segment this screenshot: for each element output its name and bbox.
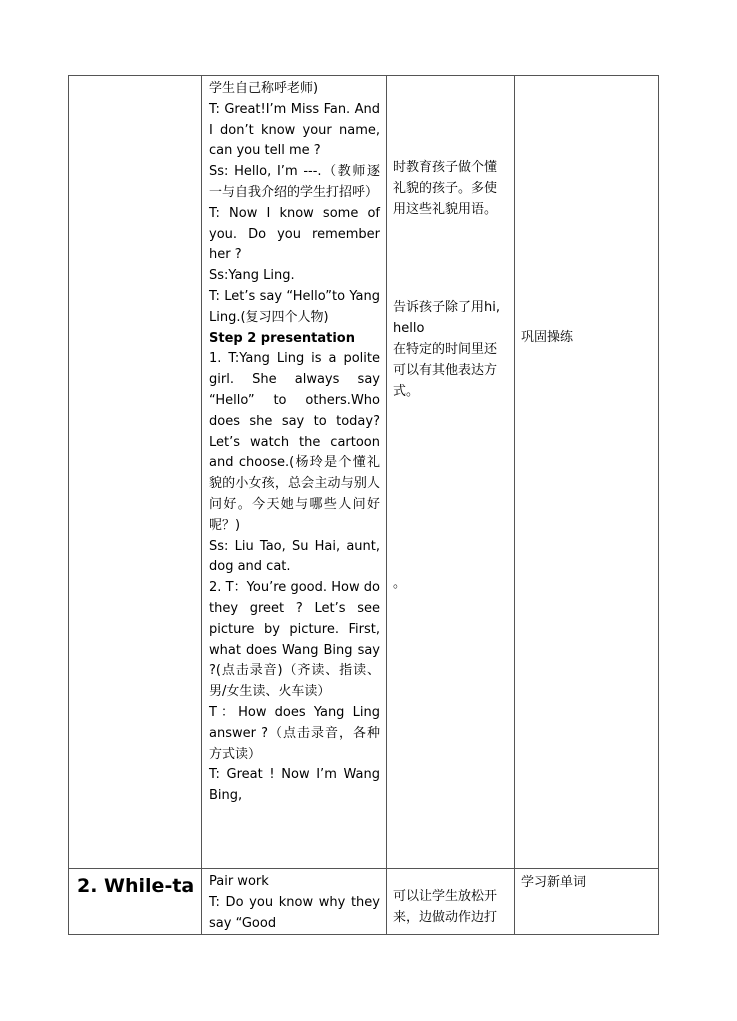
procedure-line: T: Great!I’m Miss Fan. And I don’t know your name, can you tell me ?	[209, 101, 380, 159]
note-text: 时教育孩子做个懂礼貌的孩子。多使用这些礼貌用语。	[393, 160, 498, 217]
note-text: 。	[393, 576, 407, 592]
purpose-cell	[515, 76, 659, 869]
procedure-line: 1. T:Yang Ling is a polite girl. She always say “Hello” to others.Who does she say to today? Let’s watch the cartoon and choose.(杨玲是个懂礼貌的小女孩，总会主动与别人问好。今天她与哪些人问好呢？)	[209, 351, 380, 533]
section-title: 2. While-ta	[77, 875, 195, 897]
procedure-text	[202, 869, 386, 934]
notes-cell	[387, 869, 515, 935]
procedure-line: T: Great ! Now I’m Wang Bing,	[209, 767, 380, 804]
procedure-line: Ss: Hello, I’m ---.（教师逐一与自我介绍的学生打招呼）	[209, 164, 380, 200]
procedure-line: Pair work	[209, 874, 269, 889]
procedure-cell	[202, 76, 387, 869]
purpose-text: 巩固操练	[521, 330, 574, 345]
notes-block	[387, 158, 514, 595]
procedure-cell	[202, 869, 387, 935]
procedure-line: 学生自己称呼老师)	[209, 81, 319, 96]
notes-cell	[387, 76, 515, 869]
procedure-line: Ss:Yang Ling.	[209, 268, 295, 284]
section-cell	[69, 76, 202, 869]
procedure-line: T: Do you know why they say “Good	[209, 894, 380, 931]
table-row	[69, 869, 659, 935]
procedure-line: 2. T：You’re good. How do they greet ? Let’s see picture by picture. First, what does Wang Bing say ?(点击录音)（齐读、指读、男/女生读、火车读）	[209, 580, 380, 700]
table-row	[69, 76, 659, 869]
section-cell	[69, 869, 202, 935]
lesson-plan-table	[68, 75, 659, 935]
step-heading: Step 2 presentation	[209, 330, 355, 346]
procedure-text	[202, 76, 386, 807]
procedure-line: T：How does Yang Ling answer ?（点击录音，各种方式读）	[209, 704, 380, 762]
purpose-cell	[515, 869, 659, 935]
procedure-line: T: Let’s say “Hello”to Yang Ling.(复习四个人物)	[209, 288, 380, 325]
procedure-line: T: Now I know some of you. Do you remember her ?	[209, 205, 380, 263]
note-text: hello	[393, 321, 425, 337]
note-text: 可以让学生放松开来，边做动作边打	[393, 889, 498, 925]
note-text: 告诉孩子除了用hi,	[393, 300, 500, 316]
purpose-text: 学习新单词	[521, 875, 587, 890]
note-text: 在特定的时间里还可以有其他表达方式。	[393, 341, 498, 399]
procedure-line: Ss: Liu Tao, Su Hai, aunt, dog and cat.	[209, 538, 380, 575]
